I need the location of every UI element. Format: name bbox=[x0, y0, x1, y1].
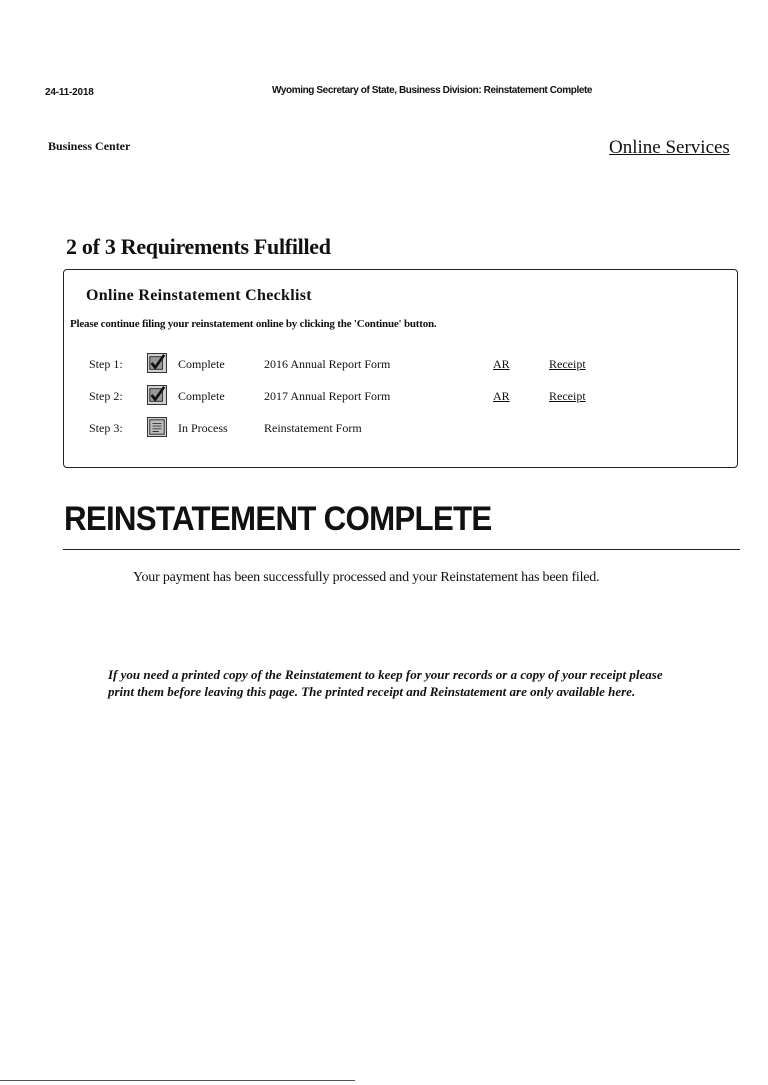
footer-divider bbox=[0, 1080, 355, 1081]
document-icon bbox=[147, 417, 167, 437]
step-form-name: 2016 Annual Report Form bbox=[264, 357, 391, 371]
checklist-step-2 bbox=[0, 385, 768, 411]
step-label: Step 3: bbox=[89, 421, 123, 435]
reinstatement-complete-heading: REINSTATEMENT COMPLETE bbox=[64, 500, 492, 538]
step-form-name: Reinstatement Form bbox=[264, 421, 362, 435]
step-label: Step 2: bbox=[89, 389, 123, 403]
step-label: Step 1: bbox=[89, 357, 123, 371]
step-status: Complete bbox=[178, 357, 225, 371]
checklist-step-1 bbox=[0, 353, 768, 379]
success-message: Your payment has been successfully processed and your Reinstatement has been filed. bbox=[133, 570, 600, 585]
print-note: If you need a printed copy of the Reinstatement to keep for your records or a copy of your receipt please print them before leaving this page. The printed receipt and Reinstatement are only available here. bbox=[108, 667, 663, 699]
checklist-title: Online Reinstatement Checklist bbox=[86, 287, 312, 304]
print-date: 24-11-2018 bbox=[45, 87, 94, 98]
online-services-link[interactable]: Online Services bbox=[609, 137, 730, 158]
business-center-label: Business Center bbox=[48, 139, 131, 153]
step-2-receipt-link[interactable]: Receipt bbox=[549, 389, 586, 403]
step-1-receipt-link[interactable]: Receipt bbox=[549, 357, 586, 371]
requirements-heading: 2 of 3 Requirements Fulfilled bbox=[66, 234, 331, 259]
checkmark-icon bbox=[147, 385, 167, 405]
step-status: In Process bbox=[178, 421, 228, 435]
step-2-ar-link[interactable]: AR bbox=[493, 389, 510, 403]
checkmark-icon bbox=[147, 353, 167, 373]
step-status: Complete bbox=[178, 389, 225, 403]
heading-divider bbox=[63, 549, 740, 550]
checklist-instruction: Please continue filing your reinstatement online by clicking the 'Continue' button. bbox=[70, 318, 437, 330]
checklist-step-3 bbox=[0, 417, 768, 443]
step-1-ar-link[interactable]: AR bbox=[493, 357, 510, 371]
print-page-title: Wyoming Secretary of State, Business Division: Reinstatement Complete bbox=[272, 85, 593, 96]
step-form-name: 2017 Annual Report Form bbox=[264, 389, 391, 403]
